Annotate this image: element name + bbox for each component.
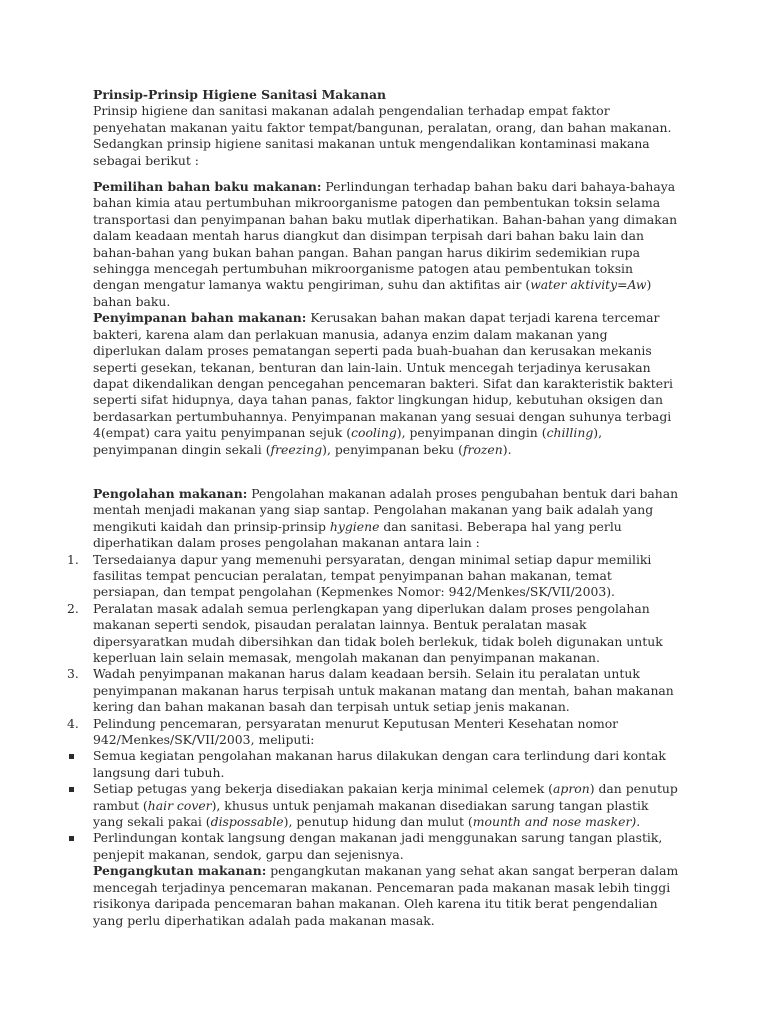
list-item: 3. Wadah penyimpanan makanan harus dalam keadaan bersih. Selain itu peralatan untuk penyimpanan makanan harus terpisah untuk makanan matang dan mentah, bahan makanan kering dan bahan makanan basah dan terpisah untuk setiap jenis makanan.: [67, 666, 674, 715]
section-penyimpanan-bahan: Penyimpanan bahan makanan: Kerusakan bahan makan dapat terjadi karena tercemar bakteri, karena alam dan perlakuan manusia, adanya enzim dalam makanan yang diperlukan dalam proses pematangan seperti pada buah-buahan dan kerusakan mekanis seperti gesekan, tekanan, benturan dan lain-lain. Untuk mencegah terjadinya kerusakan dapat dikendalikan dengan pencegahan pencemaran bakteri. Sifat dan karakteristik bakteri seperti sifat hidupnya, daya tahan panas, faktor lingkungan hidup, kebutuhan oksigen dan berdasarkan pertumbuhannya. Penyimpanan makanan yang sesuai dengan suhunya terbagi 4(empat) cara yaitu penyimpanan sejuk (cooling), penyimpanan dingin (chilling), penyimpanan dingin sekali (freezing), penyimpanan beku (frozen).: [93, 310, 673, 457]
intro-paragraph: Prinsip higiene dan sanitasi makanan adalah pengendalian terhadap empat faktor penyehatan makanan yaitu faktor tempat/bangunan, peralatan, orang, dan bahan makanan. Sedangkan prinsip higiene sanitasi makanan untuk mengendalikan kontaminasi makana sebagai berikut :: [93, 103, 672, 168]
section-pengangkutan-makanan: Pengangkutan makanan: pengangkutan makanan yang sehat akan sangat berperan dalam mencegah terjadinya pencemaran makanan. Pencemaran pada makanan masak lebih tinggi risikonya daripada pencemaran bahan makanan. Oleh karena itu titik berat pengendalian yang perlu diperhatikan adalah pada makanan masak.: [93, 863, 679, 928]
list-item: 1. Tersedaianya dapur yang memenuhi persyaratan, dengan minimal setiap dapur memiliki fasilitas tempat pencucian peralatan, tempat penyimpanan bahan makanan, temat persiapan, dan tempat pengolahan (Kepmenkes Nomor: 942/Menkes/SK/VII/2003).: [67, 551, 652, 600]
section-pemilihan-bahan-baku: Pemilihan bahan baku makanan: Perlindungan terhadap bahan baku dari bahaya-bahaya bahan kimia atau pertumbuhan mikroorganisme patogen dan pembentukan toksin selama transportasi dan penyimpanan bahan baku mutlak diperhatikan. Bahan-bahan yang dimakan dalam keadaan mentah harus diangkut dan disimpan terpisah dari bahan baku lain dan bahan-bahan yang bukan bahan pangan. Bahan pangan harus dikirim sedemikian rupa sehingga mencegah pertumbuhan mikroorganisme patogen atau pembentukan toksin dengan mengatur lamanya waktu pengiriman, suhu dan aktifitas air (water aktivity=Aw) bahan baku.: [93, 179, 678, 309]
list-item: 2. Peralatan masak adalah semua perlengkapan yang diperlukan dalam proses pengolahan makanan seperti sendok, pisaudan peralatan lainnya. Bentuk peralatan masak dipersyaratkan mudah dibersihkan dan tidak boleh berlekuk, tidak boleh digunakan untuk keperluan lain selain memasak, mengolah makanan dan penyimpanan makanan.: [67, 600, 663, 665]
square-bullet-icon: [69, 836, 74, 841]
list-item: 4. Pelindung pencemaran, persyaratan menurut Keputusan Menteri Kesehatan nomor 942/Menkes/SK/VII/2003, meliputi:: [67, 715, 619, 748]
document-title: Prinsip-Prinsip Higiene Sanitasi Makanan: [93, 87, 386, 102]
section-heading: Pengangkutan makanan:: [93, 863, 267, 879]
document-body: [67, 87, 679, 929]
section-heading: Pemilihan bahan baku makanan:: [93, 179, 322, 195]
bullet-list: [93, 748, 679, 863]
bullet-item: Setiap petugas yang bekerja disediakan pakaian kerja minimal celemek (apron) dan penutup rambut (hair cover), khusus untuk penjamah makanan disediakan sarung tangan plastik yang sekali pakai (dispossable), penutup hidung dan mulut (mounth and nose masker).: [93, 781, 679, 830]
square-bullet-icon: [69, 754, 74, 759]
square-bullet-icon: [69, 787, 74, 792]
numbered-list: [67, 551, 679, 749]
section-pengolahan-makanan: Pengolahan makanan: Pengolahan makanan adalah proses pengubahan bentuk dari bahan mentah menjadi makanan yang siap santap. Pengolahan makanan yang baik adalah yang mengikuti kaidah dan prinsip-prinsip hygiene dan sanitasi. Beberapa hal yang perlu diperhatikan dalam proses pengolahan makanan antara lain :: [93, 485, 679, 551]
section-heading: Penyimpanan bahan makanan:: [93, 310, 307, 326]
section-heading: Pengolahan makanan:: [93, 485, 248, 501]
bullet-item: Perlindungan kontak langsung dengan makanan jadi menggunakan sarung tangan plastik, penjepit makanan, sendok, garpu dan sejenisnya.: [93, 830, 679, 863]
bullet-item: Semua kegiatan pengolahan makanan harus dilakukan dengan cara terlindung dari kontak langsung dari tubuh.: [93, 748, 679, 781]
